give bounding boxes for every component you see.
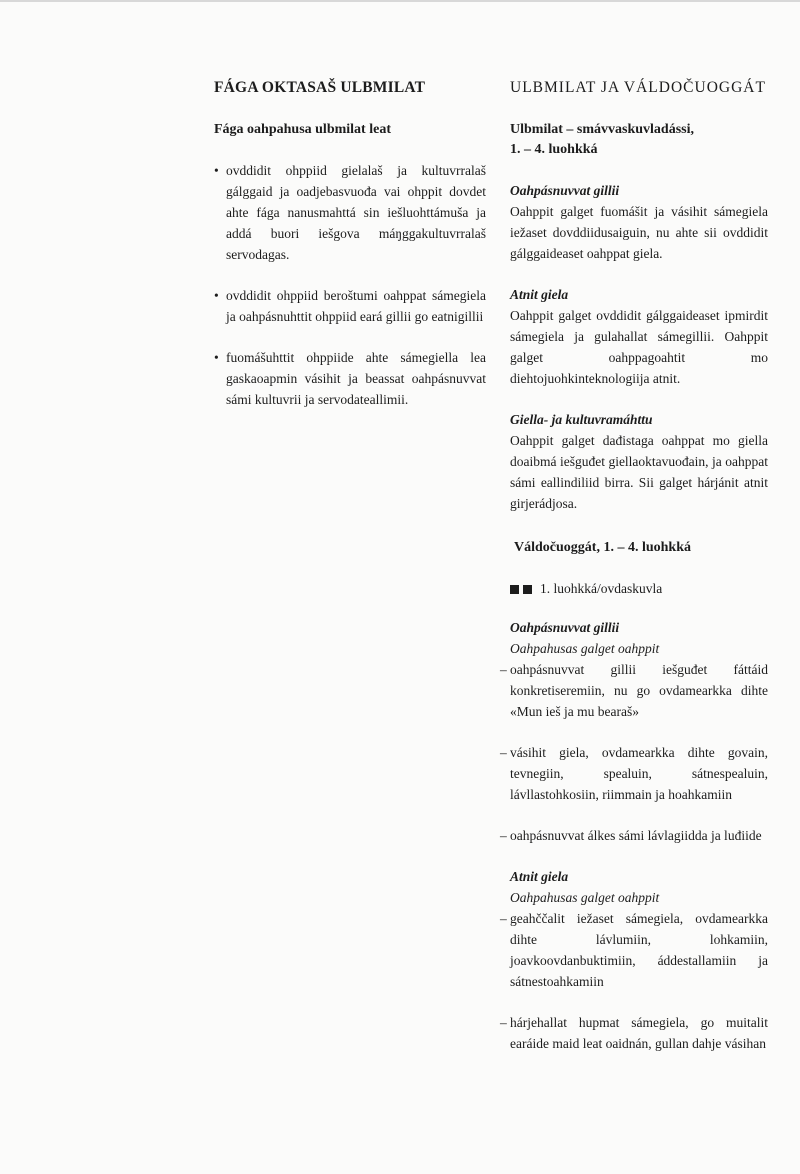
bullet-item: • fuomášuhttit ohppiide ahte sámegiella lea gaskaoapmin vásihit ja beassat oahpásnuvvat sámi kultuvrii ja servodateallimii. [214,347,486,410]
section-title: Giella- ja kultuvramáhttu [510,412,653,427]
left-column [214,78,486,410]
square-bullet-icon [523,585,532,594]
dash-mark: – [500,1015,507,1030]
level-marker [510,578,768,599]
section-text: Oahppit galget dađistaga oahppat mo giella doaibmá iešguđet giellaoktavuođain, ja oahppat sámi eallindiliid birra. Sii galget hárjánit atnit girjerádjosa. [510,433,768,511]
dash-item [500,1012,768,1054]
section-title: Atnit giela [510,287,569,302]
section-text: Oahppit galget ovddidit gálggaideaset ipmirdit sámegiela ja gulahallat sámegillii. Oahppit galget oahppagoahtit mo diehtojuohkinteknologiija atnit. [510,308,768,386]
dash-item-text: geahččalit iežaset sámegiela, ovdamearkka dihte lávlumiin, lohkamiin, joavkoovdanbuktimiin, áddestallamiin ja sátnestoahkamiin [510,911,768,989]
dash-item [500,908,768,992]
dash-mark: – [500,662,507,677]
bullet-item: • ovddidit ohppiid gielalaš ja kultuvrralaš gálggaid ja oadjebasvuođa vai ohppit dovdet ahte fága nanusmahttá sin iešluohttámuša ja addá buori iešgova máŋggakultuvrralaš servodagas. [214,160,486,265]
dash-mark: – [500,745,507,760]
goal-section [510,409,768,514]
square-bullet-icon [510,585,519,594]
goal-bullet-list [214,160,486,410]
dash-mark: – [500,828,507,843]
dash-item [500,825,768,846]
dash-item [500,659,768,722]
top-edge-rule [0,0,800,2]
block-subtitle: Oahpahusas galget oahppit [510,641,660,656]
block-title: Oahpásnuvvat gillii [510,620,620,635]
bullet-item: • ovddidit ohppiid beroštumi oahppat sámegiela ja oahpásnuhttit ohppiid eará gillii go eatnigillii [214,285,486,327]
dash-item-text: oahpásnuvvat álkes sámi lávlagiidda ja luđiide [510,828,762,843]
dash-item-text: oahpásnuvvat gillii iešguđet fáttáid konkretiseremiin, nu go ovdamearkka dihte «Mun ieš ja mu bearaš» [510,662,768,719]
dash-item [500,742,768,805]
dash-item-text: hárjehallat hupmat sámegiela, go muitalit earáide maid leat oaidnán, gullan dahje vásihan [510,1015,768,1051]
section-text: Oahppit galget fuomášit ja vásihit sámegiela iežaset dovddiidusaiguin, nu ahte sii ovddidit gálggaideaset oahppat giela. [510,204,768,261]
goal-section [510,180,768,264]
left-heading: FÁGA OKTASAŠ ULBMILAT [214,79,426,96]
dash-item-text: vásihit giela, ovdamearkka dihte govain, tevnegiin, spealuin, sátnespealuin, lávllastohkosiin, riimmain ja hoahkamiin [510,745,768,802]
right-column [500,78,768,1054]
goals-heading-line1: Ulbmilat – smávvaskuvladássi, [510,122,694,137]
block-subtitle: Oahpahusas galget oahppit [510,890,660,905]
goal-section [510,284,768,389]
main-points-heading: Váldočuoggát, 1. – 4. luohkká [514,540,691,555]
left-subheading: Fága oahpahusa ulbmilat leat [214,122,391,137]
block-title: Atnit giela [510,869,569,884]
main-point-block [500,617,768,846]
level-label: 1. luohkká/ovdaskuvla [540,581,663,596]
section-title: Oahpásnuvvat gillii [510,183,620,198]
goals-heading-line2: 1. – 4. luohkká [510,142,598,157]
right-heading: ULBMILAT JA VÁLDOČUOGGÁT [510,79,766,96]
main-point-block [500,866,768,1054]
dash-mark: – [500,911,507,926]
